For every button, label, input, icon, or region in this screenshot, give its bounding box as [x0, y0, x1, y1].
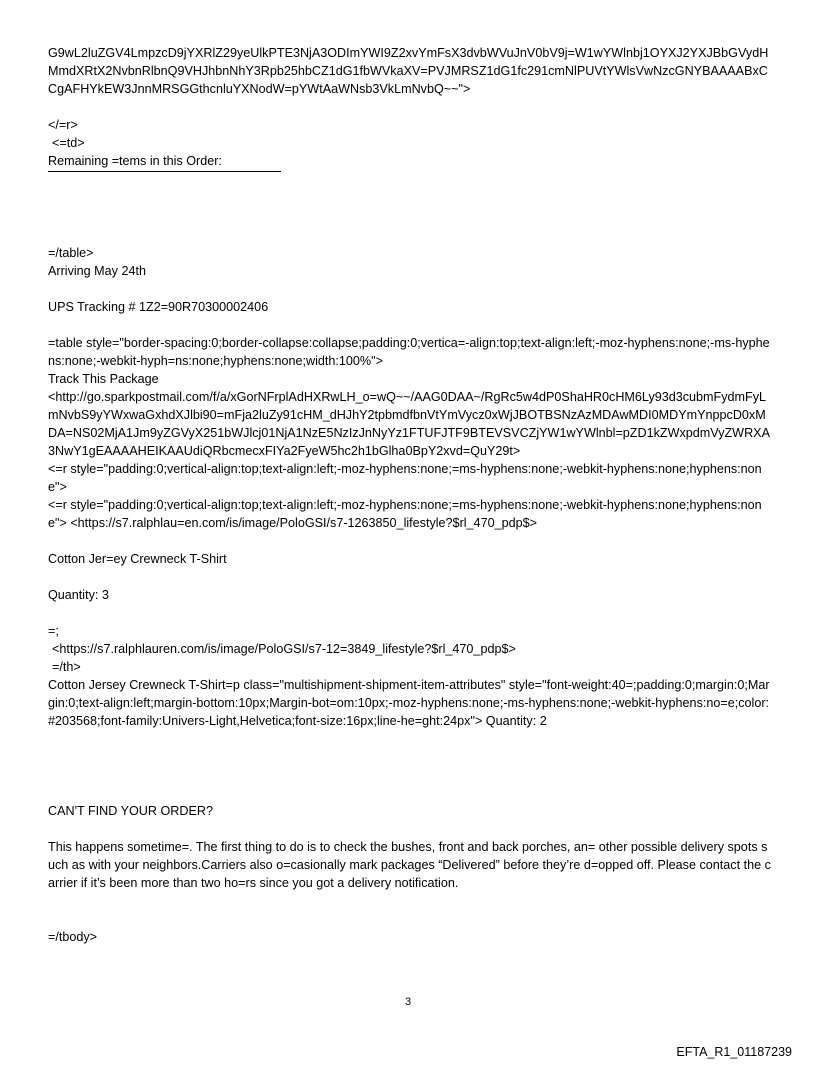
arriving-date: Arriving May 24th [48, 264, 146, 278]
delivery-help-text: This happens sometime=. The first thing to do is to check the bushes, front and back porches, an= other possible delivery spots such as with your neighbors.Carriers also o=casionally mark packages “Delivered” before they’re d=opped off. Please contact the carrier if it’s been more than two ho=rs since you got a delivery notification. [48, 840, 771, 890]
row-style-markup: <=r style="padding:0;vertical-align:top;text-align:left;-moz-hyphens:none;=ms-hyphens:none;-webkit-hyphens:none;hyphens:none"> [48, 462, 762, 494]
track-package-url: <http://go.sparkpostmail.com/f/a/xGorNFrplAdHXRwLH_o=wQ~~/AAG0DAA~/RgRc5w4dP0ShaHR0cHM6Ly93d3cubmFydmFyLmNvbS9yYWxwaGxhdXJlbi90=mFja2luZy91cHM_dHJhY2tpbmdfbnVtYmVycz0xWjJBOTBSNzAzMDAwMDI0MDYmYnppcD0xMDA=NS02MjA1Jm9yZGVyX251bWJlcj01NjA1NzE5NzIzJnNyYz1FTUFJTF9BTEVSVCZjYW1wYWlnbl=pZD1kZWxpdmVyZWRXA3NwY1gEAAAAHEIKAAUdiQRbcmecxFIYa2FyeW5hc2h1bGlha0BpY2xvd=QuY29t> [48, 390, 770, 458]
closing-tbody-tag: =/tbody> [48, 930, 98, 944]
cant-find-order-heading: CAN'T FIND YOUR ORDER? [48, 804, 213, 818]
row-style-markup-with-image: <=r style="padding:0;vertical-align:top;text-align:left;-moz-hyphens:none;=ms-hyphens:none;-webkit-hyphens:none;hyphens:none"> <https://s7.ralphlau=en.com/is/image/PoloGSI/s7-1263850_lifestyle?$rl_470_pdp$> [48, 498, 762, 530]
closing-th-tag: =/th> [52, 660, 81, 674]
closing-r-tag: </=r> [48, 118, 78, 132]
remaining-items-label: Remaining =tems in this Order: [48, 154, 222, 168]
item-1-quantity: Quantity: 3 [48, 588, 109, 602]
item-2-image-url: <https://s7.ralphlauren.com/is/image/PoloGSI/s7-12=3849_lifestyle?$rl_470_pdp$> [52, 642, 516, 656]
table-style-markup: =table style="border-spacing:0;border-collapse:collapse;padding:0;vertica=-align:top;text-align:left;-moz-hyphens:none;-ms-hyphens:none;-webkit-hyph=ns:none;hyphens:none;width:100%"> [48, 336, 770, 368]
eq-semicolon-fragment: =; [48, 624, 59, 638]
page-number: 3 [404, 996, 412, 1008]
ups-tracking-number: UPS Tracking # 1Z2=90R70300002406 [48, 300, 269, 314]
item-2-block: Cotton Jersey Crewneck T-Shirt=p class="multishipment-shipment-item-attributes" style="font-weight:40=;padding:0;margin:0;Margin:0;text-align:left;margin-bottom:10px;Margin-bot=om:10px;-moz-hyphens:none;-ms-hyphens:none;-webkit-hyphens:no=e;color:#203568;font-family:Univers-Light,Helvetica;font-size:16px;line-he=ght:24px"> Quantity: 2 [48, 678, 770, 728]
track-package-label: Track This Package [48, 372, 159, 386]
closing-td-tag: <=td> [52, 136, 85, 150]
closing-table-tag: =/table> [48, 246, 94, 260]
encoded-url-line: G9wL2luZGV4LmpzcD9jYXRlZ29yeUlkPTE3NjA3ODImYWI9Z2xvYmFsX3dvbWVuJnV0bV9j=W1wYWlnbj1OYXJ2YXJBbGVydHMmdXRtX2NvbnRlbnQ9VHJhbnNhY3Rpb25hbCZ1dG1fbWVkaXV=PVJMRSZ1dG1fc291cmNlPUVtYWlsVwNzcGNYBAAAABxCCgAFHYkEW3JnnMRSGGthcnluYXNodW=pYWtAaWNsb3VkLmNvbQ~~"> [48, 46, 769, 96]
item-1-name: Cotton Jer=ey Crewneck T-Shirt [48, 552, 227, 566]
email-source-body [48, 44, 772, 946]
document-id: EFTA_R1_01187239 [676, 1045, 792, 1059]
